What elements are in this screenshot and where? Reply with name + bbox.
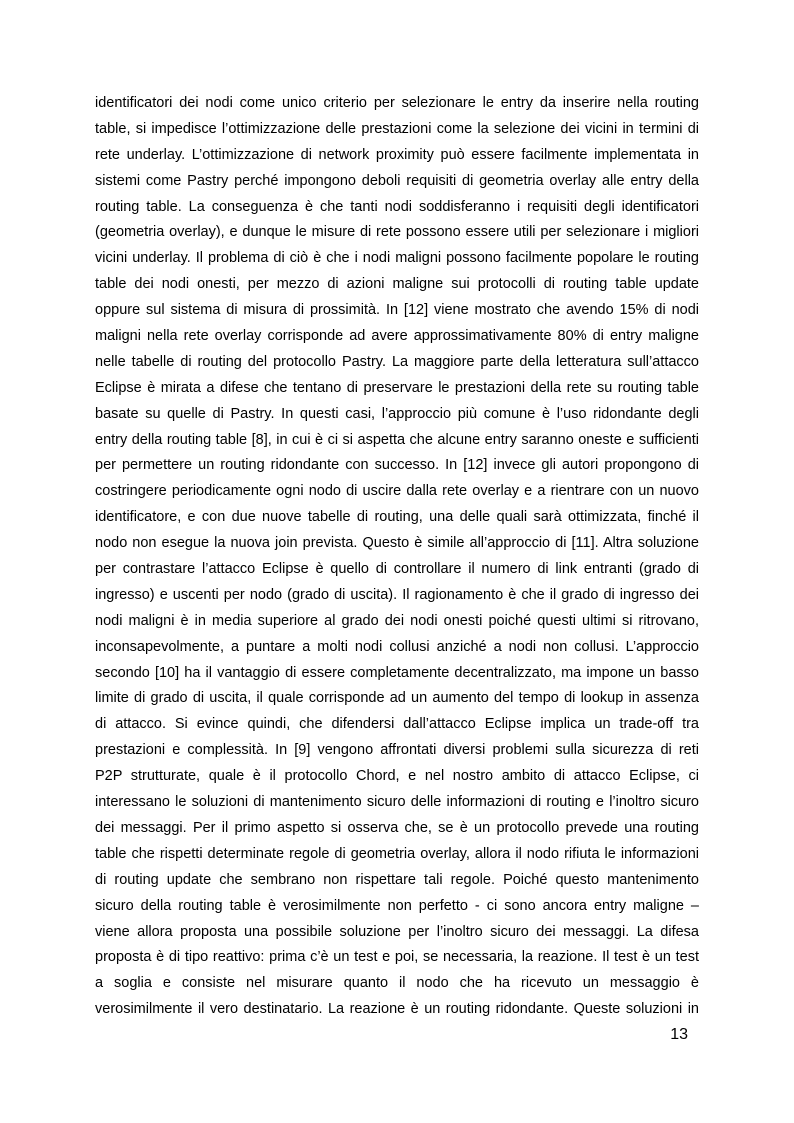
text-line: interessano le soluzioni di mantenimento sicuro delle informazioni di routing e l’inoltro sicuro	[95, 794, 699, 811]
text-line: (geometria overlay), e dunque le misure di rete possono essere utili per selezionare i migliori	[95, 224, 699, 241]
text-line: maligni nella rete overlay corrisponde ad avere approssimativamente 80% di entry maligne	[95, 328, 699, 345]
text-line: per permettere un routing ridondante con successo. In [12] invece gli autori propongono di	[95, 457, 699, 474]
text-line: di routing update che sembrano non rispettare tali regole. Poiché questo mantenimento	[95, 871, 699, 888]
text-line: di attacco. Si evince quindi, che difendersi dall’attacco Eclipse implica un trade-off tra	[95, 716, 699, 733]
text-line: sistemi come Pastry perché impongono deboli requisiti di geometria overlay alle entry della	[95, 172, 699, 189]
text-line: identificatori dei nodi come unico criterio per selezionare le entry da inserire nella routing	[95, 95, 699, 111]
text-line: ingresso) e uscenti per nodo (grado di uscita). Il ragionamento è che il grado di ingresso dei	[95, 586, 699, 603]
text-line: table, si impedisce l’ottimizzazione delle prestazioni come la selezione dei vicini in termini di	[95, 120, 699, 137]
page-number: 13	[670, 1026, 688, 1043]
text-line: nodo non esegue la nuova join prevista. Questo è simile all’approccio di [11]. Altra soluzione	[95, 535, 699, 552]
text-line: P2P strutturate, quale è il protocollo Chord, e nel nostro ambito di attacco Eclipse, ci	[95, 768, 699, 785]
text-line: Eclipse è mirata a difese che tentano di preservare le prestazioni della rete su routing table	[95, 379, 699, 396]
text-line: entry della routing table [8], in cui è ci si aspetta che alcune entry saranno oneste e sufficienti	[95, 431, 699, 448]
text-line: nodi maligni è in media superiore al grado dei nodi onesti poiché questi ultimi si ritrovano,	[95, 612, 699, 629]
text-line: basate su quelle di Pastry. In questi casi, l’approccio più comune è l’uso ridondante degli	[95, 405, 699, 422]
text-line: a soglia e consiste nel misurare quanto il nodo che ha ricevuto un messaggio è	[95, 975, 699, 992]
text-line: prestazioni e complessità. In [9] vengono affrontati diversi problemi sulla sicurezza di reti	[95, 742, 699, 759]
text-line: limite di grado di uscita, il quale corrisponde ad un aumento del tempo di lookup in assenza	[95, 690, 699, 707]
text-line: identificatore, e con due nuove tabelle di routing, una delle quali sarà ottimizzata, finché il	[95, 509, 699, 526]
text-line: viene allora proposta una possibile soluzione per l’inoltro sicuro dei messaggi. La difesa	[95, 923, 699, 940]
text-line: dei messaggi. Per il primo aspetto si osserva che, se è un protocollo prevede una routing	[95, 819, 699, 836]
text-line: per contrastare l’attacco Eclipse è quello di controllare il numero di link entranti (grado di	[95, 561, 699, 578]
text-line: sicuro della routing table è verosimilmente non perfetto - ci sono ancora entry maligne –	[95, 897, 699, 914]
text-line: oppure sul sistema di misura di prossimità. In [12] viene mostrato che avendo 15% di nodi	[95, 302, 699, 319]
text-line: table dei nodi onesti, per mezzo di azioni maligne sui protocolli di routing table update	[95, 276, 699, 293]
text-line: proposta è di tipo reattivo: prima c’è un test e poi, se necessaria, la reazione. Il test è un test	[95, 949, 699, 966]
text-line: table che rispetti determinate regole di geometria overlay, allora il nodo rifiuta le informazioni	[95, 845, 699, 862]
body-paragraph	[95, 91, 699, 1023]
text-line: nelle tabelle di routing del protocollo Pastry. La maggiore parte della letteratura sull’attacco	[95, 353, 699, 370]
text-line: rete underlay. L’ottimizzazione di network proximity può essere facilmente implementata in	[95, 146, 699, 163]
text-line: verosimilmente il vero destinatario. La reazione è un routing ridondante. Queste soluzioni in	[95, 1001, 699, 1018]
text-line: vicini underlay. Il problema di ciò è che i nodi maligni possono facilmente popolare le routing	[95, 250, 699, 267]
text-line: inconsapevolmente, a puntare a molti nodi collusi anziché a nodi non collusi. L’approccio	[95, 638, 699, 655]
text-line: costringere periodicamente ogni nodo di uscire dalla rete overlay e a rientrare con un nuovo	[95, 483, 699, 500]
text-line: routing table. La conseguenza è che tanti nodi soddisferanno i requisiti degli identificatori	[95, 198, 699, 215]
text-line: secondo [10] ha il vantaggio di essere completamente decentralizzato, ma impone un basso	[95, 664, 699, 681]
